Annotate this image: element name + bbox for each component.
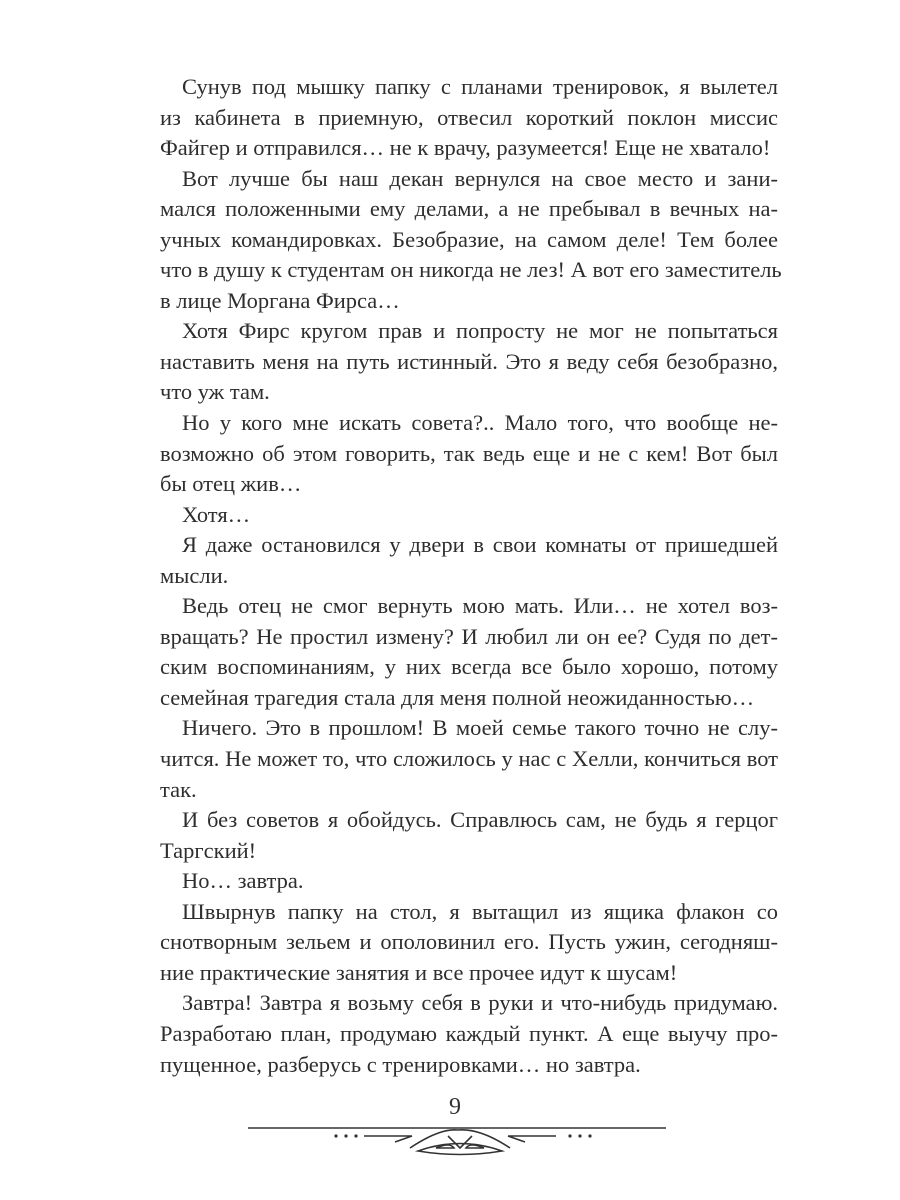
text-line: снотворным зельем и ополовинил его. Пусть ужин, сегодняш- <box>160 929 778 955</box>
paragraph <box>160 500 778 531</box>
paragraph <box>160 72 778 164</box>
paragraph <box>160 164 782 317</box>
text-line: Сунув под мышку папку с планами тренировок, я вылетел <box>182 74 778 99</box>
paragraph <box>160 988 778 1080</box>
text-line: Таргский! <box>160 837 257 863</box>
text-line: бы отец жив… <box>160 471 302 497</box>
text-line: Разработаю план, продумаю каждый пункт. А еще выучу про- <box>160 1020 778 1046</box>
text-line: пущенное, разберусь с тренировками… но завтра. <box>160 1051 641 1077</box>
text-line: чится. Не может то, что сложилось у нас с Хелли, кончиться вот <box>160 746 778 772</box>
text-line: семейная трагедия стала для меня полной неожиданностью… <box>160 684 755 710</box>
text-line: из кабинета в приемную, отвесил короткий поклон миссис <box>160 104 778 130</box>
text-line: Ведь отец не смог вернуть мою мать. Или… не хотел воз- <box>182 593 778 619</box>
text-line: Хотя Фирс кругом прав и попросту не мог не попытаться <box>182 318 778 344</box>
text-line: что в душу к студентам он никогда не лез! А вот его заместитель <box>160 257 782 283</box>
footer-ornament <box>240 1118 670 1158</box>
paragraph <box>160 591 778 713</box>
text-line: возможно об этом говорить, так ведь еще и не с кем! Вот был <box>160 440 778 466</box>
text-line: И без советов я обойдусь. Справлюсь сам, не будь я герцог <box>182 807 778 833</box>
text-line: Но у кого мне искать совета?.. Мало того, что вообще не- <box>182 410 778 436</box>
paragraph <box>160 805 778 866</box>
text-line: наставить меня на путь истинный. Это я веду себя безобразно, <box>160 348 778 374</box>
text-line: мался положенными ему делами, а не пребывал в вечных на- <box>160 196 778 222</box>
text-line: что уж там. <box>160 379 270 405</box>
text-line: Швырнув папку на стол, я вытащил из ящика флакон со <box>182 898 778 924</box>
text-line: так. <box>160 776 197 802</box>
body-text <box>160 72 782 1080</box>
text-line: Завтра! Завтра я возьму себя в руки и что-нибудь придумаю. <box>182 990 778 1016</box>
text-line: Файгер и отправился… не к врачу, разумеется! Еще не хватало! <box>160 135 771 161</box>
text-line: в лице Моргана Фирса… <box>160 287 400 313</box>
page-number: 9 <box>449 1094 461 1120</box>
text-line: Но… завтра. <box>182 868 304 894</box>
paragraph <box>160 713 778 805</box>
paragraph <box>160 316 778 408</box>
paragraph <box>160 897 778 989</box>
text-line: Вот лучше бы наш декан вернулся на свое место и зани- <box>182 165 778 191</box>
text-line: ским воспоминаниям, у них всегда все было хорошо, потому <box>160 654 778 680</box>
paragraph <box>160 408 778 500</box>
text-line: Хотя… <box>182 501 251 527</box>
text-line: вращать? Не простил измену? И любил ли он ее? Судя по дет- <box>160 623 778 649</box>
text-line: учных командировках. Безобразие, на самом деле! Тем более <box>160 226 778 252</box>
paragraph <box>160 866 778 897</box>
text-line: Ничего. Это в прошлом! В моей семье такого точно не слу- <box>182 715 778 741</box>
paragraph <box>160 530 778 591</box>
text-line: Я даже остановился у двери в свои комнаты от пришедшей <box>182 532 778 558</box>
text-line: ние практические занятия и все прочее идут к шусам! <box>160 959 678 985</box>
text-line: мысли. <box>160 562 229 588</box>
